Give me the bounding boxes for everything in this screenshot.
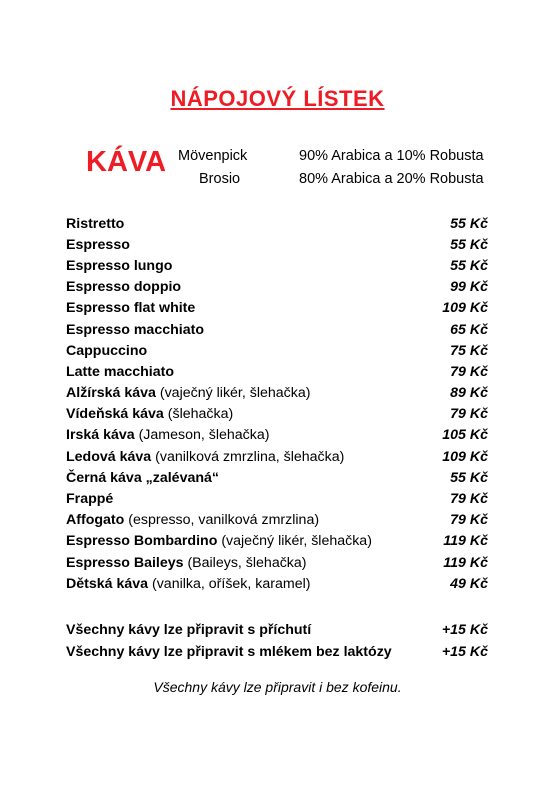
- menu-item-name: Vídeňská káva: [66, 406, 164, 423]
- menu-item-name: Espresso: [66, 236, 130, 253]
- menu-item-description: (Jameson, šlehačka): [134, 427, 270, 444]
- menu-item-row: [66, 531, 488, 552]
- menu-item-description: (šlehačka): [163, 406, 234, 423]
- menu-item-description: (vaječný likér, šlehačka): [217, 533, 372, 550]
- menu-item-price: 55 Kč: [450, 215, 488, 232]
- menu-item-price: 109 Kč: [442, 300, 488, 317]
- menu-item-description: (Baileys, šlehačka): [183, 554, 307, 571]
- menu-item-name: Cappuccino: [66, 342, 148, 359]
- menu-item-row: [66, 488, 488, 509]
- menu-item-price: 55 Kč: [450, 236, 488, 253]
- menu-item-text: [66, 491, 113, 507]
- menu-item-text: [66, 216, 124, 232]
- menu-item-text: [66, 555, 307, 571]
- menu-item-name: Espresso lungo: [66, 257, 173, 274]
- menu-item-price: +15 Kč: [441, 644, 488, 660]
- menu-item-row: [66, 361, 488, 382]
- menu-item-row: [66, 234, 488, 255]
- section-title-coffee: KÁVA: [86, 146, 167, 178]
- menu-item-row: [66, 298, 488, 319]
- menu-item-row: [66, 213, 488, 234]
- menu-item-name: Ledová káva: [66, 448, 152, 465]
- menu-title: NÁPOJOVÝ LÍSTEK: [170, 86, 385, 111]
- menu-item-price: 119 Kč: [443, 533, 488, 550]
- menu-item-row: [66, 319, 488, 340]
- coffee-menu-list: [66, 213, 488, 594]
- menu-item-name: Espresso macchiato: [66, 321, 204, 338]
- menu-item-row: [66, 467, 488, 488]
- menu-item-text: [66, 258, 172, 274]
- menu-item-text: [66, 533, 372, 549]
- menu-item-price: 99 Kč: [450, 279, 488, 296]
- menu-item-text: [66, 279, 181, 295]
- menu-item-price: 79 Kč: [450, 512, 488, 529]
- menu-item-description: (espresso, vanilková zmrzlina): [124, 512, 320, 529]
- blend-brand: Brosio: [199, 171, 241, 187]
- menu-item-description: (vanilka, oříšek, karamel): [148, 575, 311, 592]
- menu-item-row: [66, 404, 488, 425]
- menu-item-text: [66, 470, 219, 486]
- menu-item-text: [66, 512, 319, 528]
- menu-item-name: Latte macchiato: [66, 363, 175, 380]
- blend-composition: 80% Arabica a 20% Robusta: [299, 171, 484, 187]
- blend-brand: Mövenpick: [178, 148, 248, 164]
- menu-item-price: 55 Kč: [450, 257, 488, 274]
- menu-item-name: Alžírská káva: [66, 385, 156, 402]
- menu-item-name: Frappé: [66, 491, 114, 508]
- menu-item-text: [66, 364, 174, 380]
- menu-item-row: [66, 510, 488, 531]
- menu-item-text: [66, 644, 392, 660]
- menu-item-row: [66, 340, 488, 361]
- menu-item-text: [66, 322, 204, 338]
- menu-item-text: [66, 406, 233, 422]
- menu-item-description: (vaječný likér, šlehačka): [155, 385, 311, 402]
- extras-list: [66, 619, 488, 663]
- menu-item-name: Espresso doppio: [66, 279, 182, 296]
- menu-item-name: Espresso Baileys: [66, 554, 184, 571]
- menu-item-price: 55 Kč: [450, 469, 488, 486]
- menu-item-row: [66, 552, 488, 573]
- menu-item-name: Všechny kávy lze připravit s mlékem bez laktózy: [66, 644, 392, 660]
- menu-item-text: [66, 576, 310, 592]
- menu-item-row: [66, 277, 488, 298]
- menu-item-price: 79 Kč: [450, 363, 488, 380]
- menu-item-name: Všechny kávy lze připravit s příchutí: [66, 622, 312, 638]
- menu-item-price: 105 Kč: [442, 427, 488, 444]
- menu-item-name: Espresso Bombardino: [66, 533, 218, 550]
- menu-item-text: [66, 427, 269, 443]
- menu-item-row: [66, 446, 488, 467]
- menu-item-price: 79 Kč: [450, 491, 488, 508]
- menu-item-text: [66, 385, 310, 401]
- menu-item-name: Affogato: [66, 512, 125, 529]
- blend-composition: 90% Arabica a 10% Robusta: [299, 148, 484, 164]
- menu-item-description: (vanilková zmrzlina, šlehačka): [151, 448, 345, 465]
- menu-item-price: 89 Kč: [450, 385, 488, 402]
- menu-item-price: 119 Kč: [443, 554, 488, 571]
- menu-item-name: Espresso flat white: [66, 300, 196, 317]
- menu-item-name: Irská káva: [66, 427, 135, 444]
- menu-item-price: 49 Kč: [450, 575, 488, 592]
- menu-item-row: [66, 573, 488, 594]
- menu-item-text: [66, 622, 311, 638]
- menu-item-price: +15 Kč: [441, 622, 488, 638]
- menu-item-price: 75 Kč: [450, 342, 488, 359]
- menu-item-price: 109 Kč: [442, 448, 488, 465]
- menu-item-row: [66, 255, 488, 276]
- menu-item-name: Dětská káva: [66, 575, 149, 592]
- menu-item-text: [66, 449, 344, 465]
- menu-item-name: Černá káva „zalévaná“: [66, 469, 220, 486]
- menu-item-row: [66, 619, 488, 641]
- menu-item-row: [66, 641, 488, 663]
- menu-item-row: [66, 425, 488, 446]
- menu-item-price: 65 Kč: [450, 321, 488, 338]
- menu-item-name: Ristretto: [66, 215, 125, 232]
- menu-item-text: [66, 300, 195, 316]
- menu-item-text: [66, 343, 147, 359]
- menu-item-row: [66, 383, 488, 404]
- menu-item-text: [66, 237, 130, 253]
- menu-item-price: 79 Kč: [450, 406, 488, 423]
- decaf-footnote: Všechny kávy lze připravit i bez kofeinu.: [153, 679, 402, 695]
